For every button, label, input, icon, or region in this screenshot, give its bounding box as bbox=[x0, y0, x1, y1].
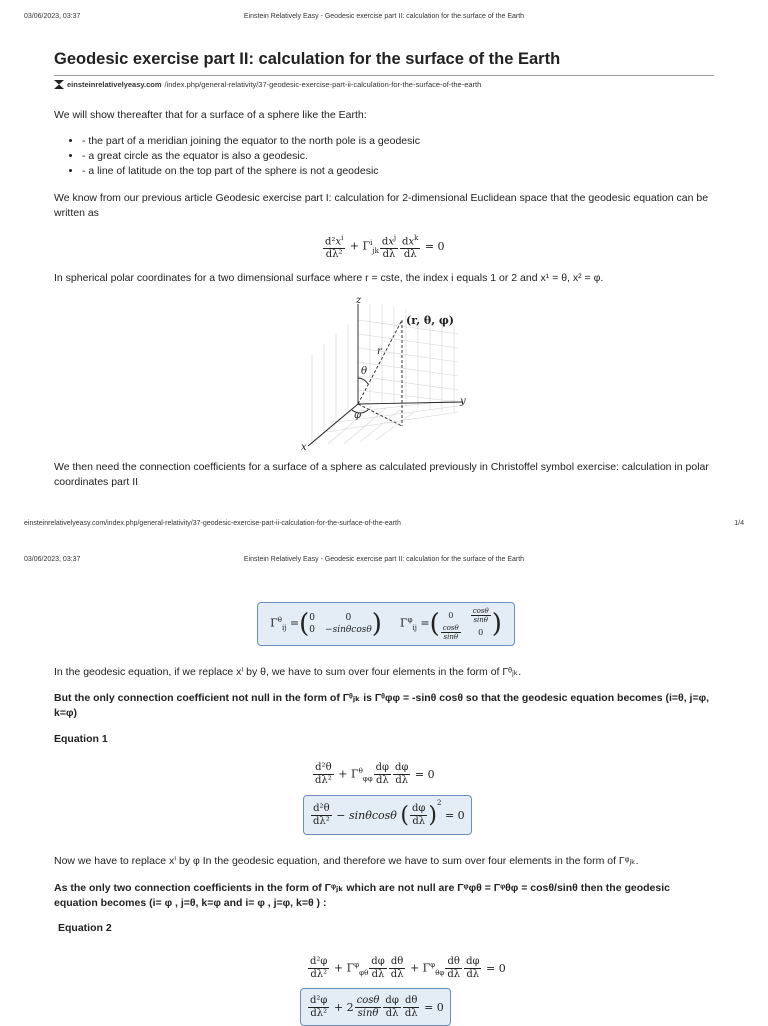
print-footer bbox=[24, 520, 744, 527]
source-domain: einsteinrelativelyeasy.com bbox=[67, 80, 162, 89]
gamma-phi-matrix: $\Gamma^\varphi_{ij}$ = ( 0 $\frac{\cos\theta}{\sin\theta}$ $\frac{\cos\theta}{\sin\theta}$ 0 ) bbox=[399, 607, 502, 641]
phi-coefficient-paragraph: As the only two connection coefficients in the form of Γᵠⱼₖ which are not null are Γᵠφθ = Γᵠθφ = cosθ/sinθ then the geodesic equation becomes (i= φ , j=θ, k=φ and i= φ , j=φ, k=θ ) : bbox=[54, 882, 670, 909]
print-header bbox=[24, 13, 744, 20]
equation-1-heading: Equation 1 bbox=[54, 733, 108, 745]
title-divider bbox=[54, 75, 714, 76]
x-axis-label: x bbox=[301, 442, 307, 453]
z-axis-label: z bbox=[356, 295, 362, 306]
y-axis-label: y bbox=[460, 396, 466, 407]
intro-paragraph: We will show thereafter that for a surface of a sphere like the Earth: bbox=[54, 109, 367, 121]
list-item: • - a line of latitude on the top part of the sphere is not a geodesic bbox=[82, 164, 420, 179]
point-label: (r, θ, φ) bbox=[406, 314, 455, 327]
gamma-theta-matrix: $\Gamma^\theta_{ij}$ = ( 0 0 0 −sinθcosθ ) bbox=[270, 609, 382, 639]
list-item: • - a great circle as the equator is also a geodesic. bbox=[82, 149, 420, 164]
previous-article-paragraph: We know from our previous article Geodesic exercise part I: calculation for 2-dimensional Euclidean space that the geodesic equation can be written as bbox=[54, 192, 709, 219]
equation-2-expanded: $\frac{\text{d²φ}}{\text{dλ²}}$ + $\Gamma^\varphi_{\varphi\theta}$ $\frac{d\varphi}{d\lambda}$ $\frac{d\theta}{d\lambda}$ + $\Gamma^\varphi_{\theta\varphi}$ $\frac{d\theta}{d\lambda}$ $\frac{d\varphi}{d\lambda}$ = 0 bbox=[310, 956, 506, 980]
print-title: Einstein Relatively Easy - Geodesic exercise part II: calculation for the surface of the Earth bbox=[243, 556, 525, 563]
spherical-coordinates-figure bbox=[298, 294, 478, 454]
radius-label: r bbox=[377, 346, 382, 357]
replace-phi-paragraph: Now we have to replace xⁱ by φ In the geodesic equation, and therefore we have to sum over four elements in the form of Γᵠⱼₖ. bbox=[54, 855, 639, 867]
page-title: Geodesic exercise part II: calculation for the surface of the Earth bbox=[54, 50, 561, 68]
phi-label: φ bbox=[354, 410, 362, 421]
polar-coordinates-paragraph: In spherical polar coordinates for a two dimensional surface where r = cste, the index i equals 1 or 2 and x¹ = θ, x² = φ. bbox=[54, 272, 604, 284]
footer-url: einsteinrelativelyeasy.com/index.php/general-relativity/37-geodesic-exercise-part-ii-calculation-for-the-surface-of-the-earth bbox=[24, 520, 401, 527]
list-item: • - the part of a meridian joining the equator to the north pole is a geodesic bbox=[82, 134, 420, 149]
bullet-list bbox=[54, 134, 420, 179]
replace-theta-paragraph: In the geodesic equation, if we replace xⁱ by θ, we have to sum over four elements in the form of Γᶿⱼₖ. bbox=[54, 666, 522, 678]
theta-coefficient-paragraph: But the only connection coefficient not null in the form of Γᶿⱼₖ is Γᶿφφ = -sinθ cosθ so that the geodesic equation becomes (i=θ, j=φ, k=φ) bbox=[54, 692, 710, 719]
print-date: 03/06/2023, 03:37 bbox=[24, 556, 81, 563]
print-date: 03/06/2023, 03:37 bbox=[24, 13, 81, 20]
christoffel-symbols-box bbox=[257, 602, 515, 646]
footer-page-number: 1/4 bbox=[734, 520, 744, 527]
print-header-page2 bbox=[24, 556, 744, 563]
equation-1-expanded: $\frac{\text{d²θ}}{\text{dλ²}}$ + $\Gamma^\theta_{\varphi\varphi}$ $\frac{d\varphi}{d\lambda}$ $\frac{d\varphi}{d\lambda}$ = 0 bbox=[315, 762, 435, 786]
theta-label: θ bbox=[361, 366, 368, 377]
geodesic-equation: $\frac{d^2x^i}{\text{dλ²}}$ + $\Gamma^i_{jk}$ $\frac{dx^j}{d\lambda}$ $\frac{dx^k}{d\lambda}$ = 0 bbox=[325, 234, 445, 261]
source-path: /index.php/general-relativity/37-geodesic-exercise-part-ii-calculation-for-the-surface-of-the-earth bbox=[164, 80, 482, 89]
connection-coefficients-paragraph: We then need the connection coefficients for a surface of a sphere as calculated previously in Christoffel symbol exercise: calculation in polar coordinates part II bbox=[54, 461, 709, 488]
equation-2-result-box: $\frac{\text{d²φ}}{\text{dλ²}}$ + 2 $\frac{\cos\theta}{\sin\theta}$ $\frac{d\varphi}{d\lambda}$ $\frac{d\theta}{d\lambda}$ = 0 bbox=[300, 988, 451, 1026]
source-link[interactable] bbox=[54, 80, 481, 89]
equation-1-result-box: $\frac{\text{d²θ}}{\text{dλ²}}$ − sinθcosθ ( $\frac{d\varphi}{d\lambda}$ ) $^2$ = 0 bbox=[303, 795, 472, 835]
print-title: Einstein Relatively Easy - Geodesic exercise part II: calculation for the surface of the Earth bbox=[243, 13, 525, 20]
equation-2-heading: Equation 2 bbox=[58, 922, 112, 934]
site-logo-icon bbox=[54, 80, 64, 89]
